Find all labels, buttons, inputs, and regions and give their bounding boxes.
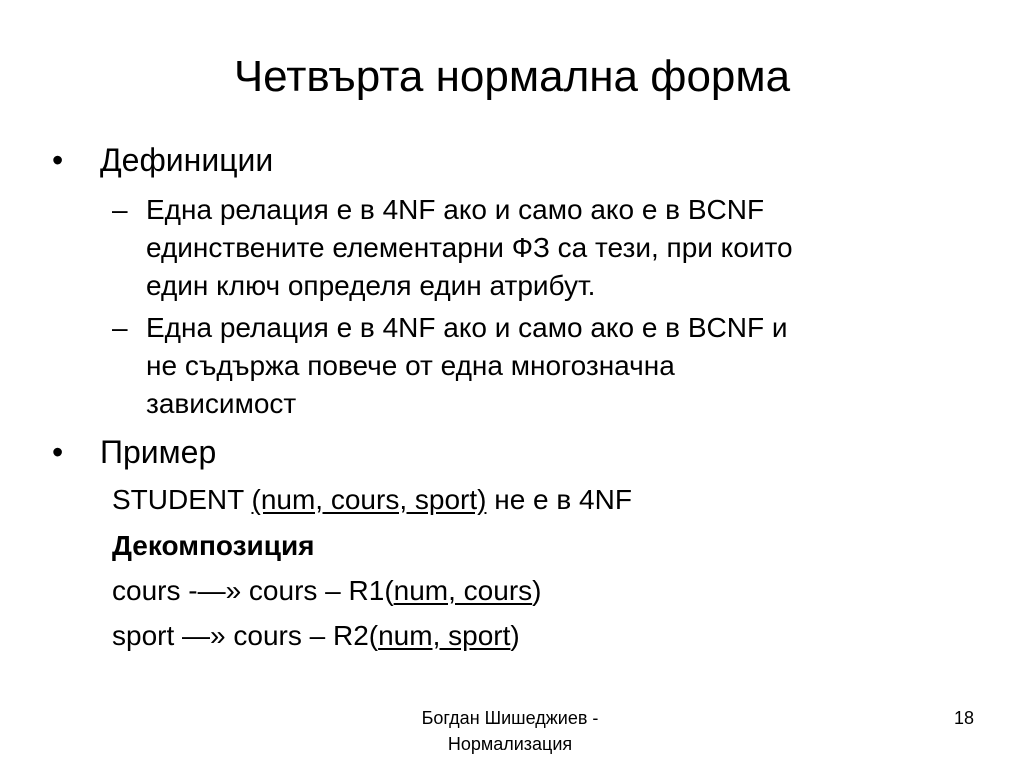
dash-mark: –: [112, 312, 128, 343]
r1-suffix: ): [532, 575, 542, 606]
definition-2-line-3: зависимост: [146, 388, 297, 419]
student-attributes: (num, cours, sport): [251, 484, 487, 515]
definitions-heading: Дефиниции: [100, 142, 274, 178]
definition-2-line-2: не съдържа повече от една многозначна: [146, 350, 675, 381]
r1-prefix: cours -—» cours – R1(: [112, 575, 394, 606]
definition-2-line-1: Една релация е в 4NF ако и само ако е в BCNF и: [146, 312, 788, 343]
slide-title: Четвърта нормална форма: [233, 52, 791, 101]
r2-suffix: ): [510, 620, 520, 651]
definition-1-line-1: Една релация е в 4NF ако и само ако е в BCNF: [146, 194, 765, 225]
student-relation: STUDENT: [112, 484, 244, 515]
bullet-example: [52, 434, 216, 470]
footer-author-line: Богдан Шишеджиев -: [421, 708, 599, 728]
footer-subject-line: Нормализация: [447, 734, 573, 754]
student-suffix: не е в 4NF: [494, 484, 632, 515]
example-heading: Пример: [100, 434, 217, 470]
footer-author: [380, 705, 640, 757]
bullet-definitions: [52, 142, 273, 178]
student-line: [112, 482, 632, 518]
definition-1-line-2: единствените елементарни ФЗ са тези, при които: [146, 232, 793, 263]
decomposition-label: Декомпозиция: [112, 530, 315, 561]
definition-item-1: [112, 191, 972, 305]
bullet-mark: •: [52, 142, 64, 178]
r1-keys: num, cours: [393, 575, 533, 606]
page-number: 18: [953, 708, 974, 728]
definition-1-line-3: един ключ определя един атрибут.: [146, 270, 596, 301]
r2-keys: num, sport: [378, 620, 511, 651]
r1-line: [112, 573, 541, 609]
definition-item-2: [112, 309, 972, 423]
dash-mark: –: [112, 194, 128, 225]
bullet-mark: •: [52, 434, 64, 470]
r2-line: [112, 618, 520, 654]
r2-prefix: sport —» cours – R2(: [112, 620, 379, 651]
